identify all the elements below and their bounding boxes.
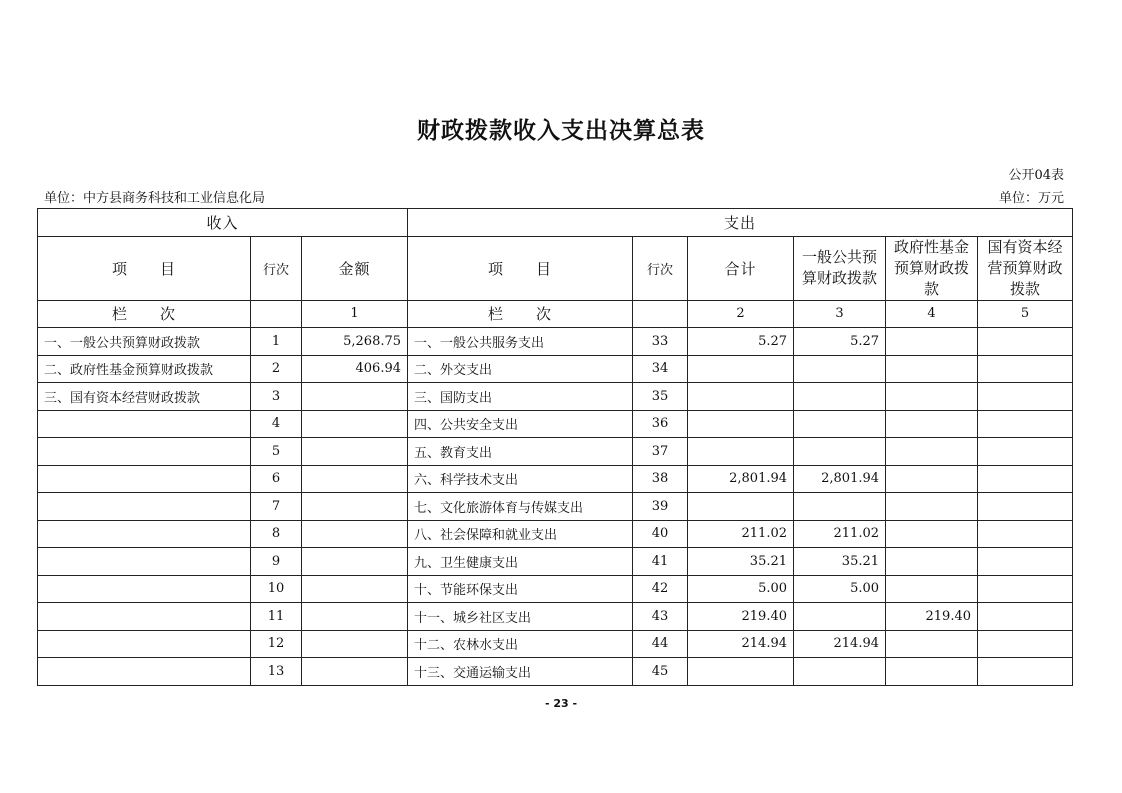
fund-budget-cell <box>886 658 978 686</box>
expense-rowno-header: 行次 <box>633 236 688 300</box>
income-rowno-cell: 7 <box>251 493 302 521</box>
general-budget-cell <box>794 438 886 466</box>
income-rowno-cell: 9 <box>251 548 302 576</box>
state-capital-cell <box>978 328 1073 356</box>
empty-cell <box>633 300 688 328</box>
table-row <box>38 603 1073 631</box>
income-rowno-cell: 4 <box>251 410 302 438</box>
fund-budget-cell <box>886 575 978 603</box>
expense-rowno-cell: 33 <box>633 328 688 356</box>
expense-rowno-cell: 37 <box>633 438 688 466</box>
table-row <box>38 575 1073 603</box>
general-budget-cell <box>794 410 886 438</box>
income-item-cell: 三、国有资本经营财政拨款 <box>38 383 251 411</box>
income-rowno-cell: 13 <box>251 658 302 686</box>
expense-item-cell: 一、一般公共服务支出 <box>408 328 633 356</box>
income-item-header: 项 目 <box>38 236 251 300</box>
income-item-cell <box>38 658 251 686</box>
expense-item-cell: 七、文化旅游体育与传媒支出 <box>408 493 633 521</box>
general-budget-cell: 5.27 <box>794 328 886 356</box>
state-capital-cell <box>978 658 1073 686</box>
income-rowno-cell: 12 <box>251 630 302 658</box>
income-item-cell <box>38 465 251 493</box>
expense-item-header: 项 目 <box>408 236 633 300</box>
total-cell <box>688 658 794 686</box>
table-row <box>38 465 1073 493</box>
total-cell <box>688 355 794 383</box>
table-row <box>38 548 1073 576</box>
fund-budget-cell <box>886 410 978 438</box>
table-row <box>38 410 1073 438</box>
income-item-cell <box>38 603 251 631</box>
table-row <box>38 438 1073 466</box>
fund-budget-cell <box>886 383 978 411</box>
income-rowno-header: 行次 <box>251 236 302 300</box>
table-row <box>38 383 1073 411</box>
general-budget-cell: 2,801.94 <box>794 465 886 493</box>
table-row <box>38 520 1073 548</box>
expense-rowno-cell: 45 <box>633 658 688 686</box>
income-amount-cell <box>302 520 408 548</box>
income-item-cell <box>38 548 251 576</box>
total-cell <box>688 438 794 466</box>
expense-item-cell: 五、教育支出 <box>408 438 633 466</box>
general-budget-cell <box>794 658 886 686</box>
income-rowno-cell: 10 <box>251 575 302 603</box>
income-amount-cell <box>302 658 408 686</box>
expense-rowno-cell: 36 <box>633 410 688 438</box>
state-capital-cell <box>978 575 1073 603</box>
state-capital-cell <box>978 410 1073 438</box>
expense-item-cell: 六、科学技术支出 <box>408 465 633 493</box>
fund-budget-cell <box>886 465 978 493</box>
table-row <box>38 328 1073 356</box>
income-amount-cell <box>302 438 408 466</box>
income-amount-cell <box>302 630 408 658</box>
general-budget-cell: 214.94 <box>794 630 886 658</box>
income-item-cell: 一、一般公共预算财政拨款 <box>38 328 251 356</box>
expense-item-cell: 十二、农林水支出 <box>408 630 633 658</box>
income-rowno-cell: 6 <box>251 465 302 493</box>
expense-item-cell: 二、外交支出 <box>408 355 633 383</box>
income-item-cell <box>38 520 251 548</box>
income-amount-cell <box>302 383 408 411</box>
income-amount-cell: 406.94 <box>302 355 408 383</box>
fund-budget-cell <box>886 493 978 521</box>
table-row <box>38 630 1073 658</box>
income-amount-header: 金额 <box>302 236 408 300</box>
total-cell: 211.02 <box>688 520 794 548</box>
column-index-row <box>38 300 1073 328</box>
income-item-cell <box>38 575 251 603</box>
expense-rowno-cell: 42 <box>633 575 688 603</box>
income-item-cell <box>38 410 251 438</box>
expense-rowno-cell: 43 <box>633 603 688 631</box>
fund-budget-cell <box>886 355 978 383</box>
total-cell: 5.00 <box>688 575 794 603</box>
income-item-cell <box>38 438 251 466</box>
income-amount-cell: 5,268.75 <box>302 328 408 356</box>
general-budget-cell <box>794 355 886 383</box>
expense-item-cell: 三、国防支出 <box>408 383 633 411</box>
general-budget-cell: 5.00 <box>794 575 886 603</box>
expense-rowno-cell: 40 <box>633 520 688 548</box>
general-budget-cell <box>794 383 886 411</box>
page-title: 财政拨款收入支出决算总表 <box>417 118 705 144</box>
income-amount-cell <box>302 575 408 603</box>
table-row <box>38 355 1073 383</box>
header-row-2 <box>38 236 1073 300</box>
expense-item-cell: 四、公共安全支出 <box>408 410 633 438</box>
general-budget-cell: 35.21 <box>794 548 886 576</box>
expense-header: 支出 <box>408 209 1073 237</box>
total-cell: 35.21 <box>688 548 794 576</box>
col-index-3: 3 <box>794 300 886 328</box>
total-cell <box>688 410 794 438</box>
expense-rowno-cell: 44 <box>633 630 688 658</box>
header-row-1 <box>38 209 1073 237</box>
state-capital-cell <box>978 383 1073 411</box>
state-capital-cell <box>978 493 1073 521</box>
table-row <box>38 658 1073 686</box>
empty-cell <box>251 300 302 328</box>
income-amount-cell <box>302 548 408 576</box>
income-rowno-cell: 2 <box>251 355 302 383</box>
budget-summary-table <box>37 208 1073 686</box>
income-rowno-cell: 1 <box>251 328 302 356</box>
fund-budget-cell: 219.40 <box>886 603 978 631</box>
expense-rowno-cell: 41 <box>633 548 688 576</box>
expense-item-cell: 九、卫生健康支出 <box>408 548 633 576</box>
expense-rowno-cell: 39 <box>633 493 688 521</box>
expense-item-cell: 十、节能环保支出 <box>408 575 633 603</box>
expense-rowno-cell: 34 <box>633 355 688 383</box>
state-capital-cell <box>978 355 1073 383</box>
income-amount-cell <box>302 410 408 438</box>
income-amount-cell <box>302 465 408 493</box>
income-amount-cell <box>302 493 408 521</box>
state-capital-cell <box>978 520 1073 548</box>
col-index-2: 2 <box>688 300 794 328</box>
form-number: 公开04表 <box>1008 168 1064 183</box>
income-rowno-cell: 11 <box>251 603 302 631</box>
fund-budget-cell <box>886 630 978 658</box>
total-cell: 219.40 <box>688 603 794 631</box>
total-cell: 214.94 <box>688 630 794 658</box>
state-capital-cell <box>978 603 1073 631</box>
state-capital-cell <box>978 548 1073 576</box>
fund-budget-header: 政府性基金预算财政拨款 <box>886 236 978 300</box>
income-header: 收入 <box>38 209 408 237</box>
table-row <box>38 493 1073 521</box>
income-rowno-cell: 8 <box>251 520 302 548</box>
income-rowno-cell: 3 <box>251 383 302 411</box>
general-budget-cell <box>794 493 886 521</box>
col-index-1: 1 <box>302 300 408 328</box>
general-budget-cell <box>794 603 886 631</box>
general-budget-cell: 211.02 <box>794 520 886 548</box>
total-cell: 2,801.94 <box>688 465 794 493</box>
col-index-5: 5 <box>978 300 1073 328</box>
income-amount-cell <box>302 603 408 631</box>
fund-budget-cell <box>886 520 978 548</box>
income-item-cell: 二、政府性基金预算财政拨款 <box>38 355 251 383</box>
col-index-4: 4 <box>886 300 978 328</box>
expense-item-cell: 十一、城乡社区支出 <box>408 603 633 631</box>
income-rowno-cell: 5 <box>251 438 302 466</box>
state-capital-cell <box>978 630 1073 658</box>
total-cell <box>688 383 794 411</box>
page-number: - 23 - <box>544 697 578 710</box>
total-cell: 5.27 <box>688 328 794 356</box>
expense-rowno-cell: 35 <box>633 383 688 411</box>
unit-organization: 单位：中方县商务科技和工业信息化局 <box>44 191 266 206</box>
expense-item-cell: 八、社会保障和就业支出 <box>408 520 633 548</box>
income-item-cell <box>38 493 251 521</box>
unit-currency: 单位：万元 <box>998 191 1064 206</box>
fund-budget-cell <box>886 328 978 356</box>
total-header: 合计 <box>688 236 794 300</box>
general-budget-header: 一般公共预算财政拨款 <box>794 236 886 300</box>
state-capital-cell <box>978 465 1073 493</box>
state-capital-cell <box>978 438 1073 466</box>
income-col-label: 栏 次 <box>38 300 251 328</box>
expense-rowno-cell: 38 <box>633 465 688 493</box>
income-item-cell <box>38 630 251 658</box>
expense-item-cell: 十三、交通运输支出 <box>408 658 633 686</box>
fund-budget-cell <box>886 548 978 576</box>
fund-budget-cell <box>886 438 978 466</box>
expense-col-label: 栏 次 <box>408 300 633 328</box>
state-capital-header: 国有资本经营预算财政拨款 <box>978 236 1073 300</box>
total-cell <box>688 493 794 521</box>
